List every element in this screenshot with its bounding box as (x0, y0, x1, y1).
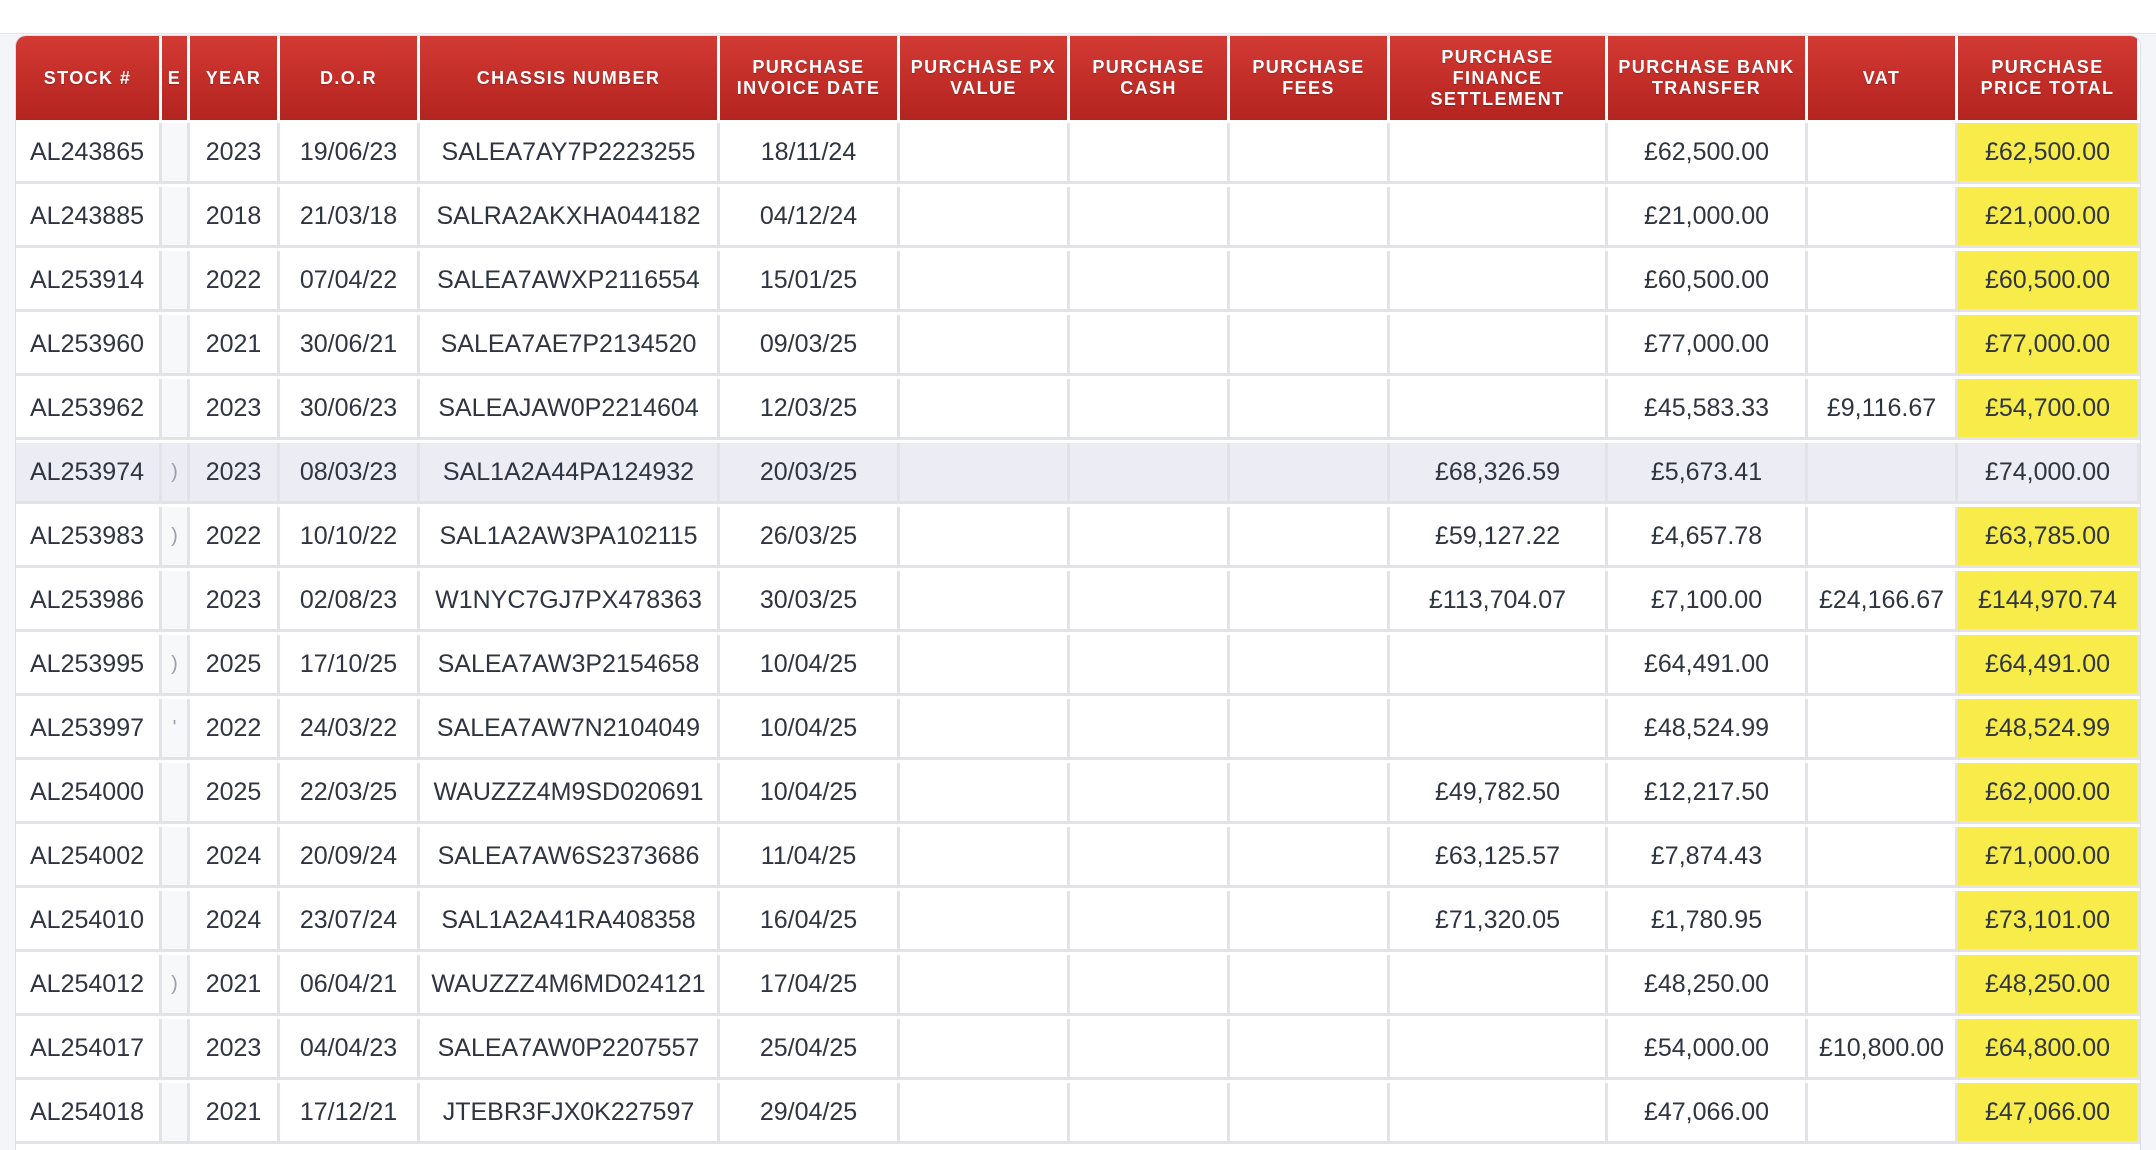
cell-fees[interactable] (1230, 187, 1390, 248)
cell-vat[interactable]: £9,116.67 (1808, 379, 1958, 440)
cell-year[interactable]: 2023 (190, 571, 280, 632)
cell-hidden[interactable] (162, 1019, 190, 1080)
cell-chassis[interactable]: SALRA2AKXHA044182 (420, 187, 720, 248)
cell-hidden[interactable] (162, 251, 190, 312)
cell-finance[interactable]: £71,320.05 (1390, 891, 1608, 952)
cell-year[interactable]: 2025 (190, 763, 280, 824)
cell-chassis[interactable]: WAUZZZ4M9SD020691 (420, 763, 720, 824)
cell-finance[interactable]: £113,704.07 (1390, 571, 1608, 632)
cell-total[interactable]: £48,524.99 (1958, 699, 2140, 760)
cell-hidden[interactable] (162, 1083, 190, 1144)
cell-px-value[interactable] (900, 507, 1070, 568)
cell-bank[interactable]: £21,000.00 (1608, 187, 1808, 248)
cell-invoice-date[interactable]: 20/03/25 (720, 443, 900, 504)
purchase-table (16, 36, 2140, 1150)
cell-px-value[interactable] (900, 251, 1070, 312)
cell-chassis[interactable]: SALEA7AWXP2116554 (420, 251, 720, 312)
cell-dor[interactable]: 17/12/21 (280, 1083, 420, 1144)
cell-bank[interactable]: £1,780.95 (1608, 891, 1808, 952)
cell-stock[interactable]: AL253986 (16, 571, 162, 632)
cell-chassis[interactable]: JTEBR3FJX0K227597 (420, 1083, 720, 1144)
cell-hidden[interactable]: ) (162, 507, 190, 568)
cell-finance[interactable] (1390, 251, 1608, 312)
cell-fees[interactable] (1230, 123, 1390, 184)
cell-cash[interactable] (1070, 315, 1230, 376)
cell-cash[interactable] (1070, 507, 1230, 568)
cell-stock[interactable]: AL243865 (16, 123, 162, 184)
cell-vat[interactable] (1808, 763, 1958, 824)
cell-fees[interactable] (1230, 955, 1390, 1016)
cell-px-value[interactable] (900, 891, 1070, 952)
cell-cash[interactable] (1070, 251, 1230, 312)
cell-vat[interactable] (1808, 1083, 1958, 1144)
table-row[interactable] (16, 1019, 2140, 1083)
cell-px-value[interactable] (900, 827, 1070, 888)
cell-year[interactable]: 2018 (190, 187, 280, 248)
cell-hidden[interactable] (162, 379, 190, 440)
table-row[interactable] (16, 827, 2140, 891)
cell-year[interactable]: 2025 (190, 635, 280, 696)
cell-fees[interactable] (1230, 251, 1390, 312)
table-row[interactable] (16, 699, 2140, 763)
cell-total[interactable]: £73,101.00 (1958, 891, 2140, 952)
table-row[interactable] (16, 251, 2140, 315)
cell-vat[interactable] (1808, 699, 1958, 760)
cell-chassis[interactable]: SALEAJAW0P2214604 (420, 379, 720, 440)
cell-vat[interactable]: £24,166.67 (1808, 571, 1958, 632)
table-row[interactable] (16, 1083, 2140, 1147)
column-header-vat[interactable]: VAT (1808, 36, 1958, 120)
cell-fees[interactable] (1230, 635, 1390, 696)
cell-stock[interactable]: AL253960 (16, 315, 162, 376)
cell-year[interactable]: 2024 (190, 891, 280, 952)
column-header-year[interactable]: YEAR (190, 36, 280, 120)
cell-cash[interactable] (1070, 571, 1230, 632)
cell-total[interactable]: £47,066.00 (1958, 1083, 2140, 1144)
cell-fees[interactable] (1230, 315, 1390, 376)
column-header-fees[interactable]: PURCHASE FEES (1230, 36, 1390, 120)
cell-vat[interactable] (1808, 507, 1958, 568)
cell-total[interactable]: £21,000.00 (1958, 187, 2140, 248)
cell-year[interactable]: 2023 (190, 123, 280, 184)
cell-year[interactable]: 2022 (190, 251, 280, 312)
cell-bank[interactable]: £77,000.00 (1608, 315, 1808, 376)
cell-year[interactable]: 2024 (190, 827, 280, 888)
cell-hidden[interactable]: ) (162, 635, 190, 696)
table-row[interactable] (16, 379, 2140, 443)
cell-cash[interactable] (1070, 379, 1230, 440)
cell-bank[interactable]: £64,491.00 (1608, 635, 1808, 696)
cell-year[interactable]: 2023 (190, 443, 280, 504)
cell-total[interactable]: £71,000.00 (1958, 827, 2140, 888)
column-header-cash[interactable]: PURCHASE CASH (1070, 36, 1230, 120)
cell-year[interactable]: 2021 (190, 1083, 280, 1144)
cell-finance[interactable]: £59,127.22 (1390, 507, 1608, 568)
cell-chassis[interactable]: SALEA7AY7P2223255 (420, 123, 720, 184)
cell-fees[interactable] (1230, 699, 1390, 760)
cell-finance[interactable] (1390, 699, 1608, 760)
cell-invoice-date[interactable]: 15/01/25 (720, 251, 900, 312)
cell-total[interactable]: £60,500.00 (1958, 251, 2140, 312)
cell-finance[interactable] (1390, 1083, 1608, 1144)
table-row[interactable] (16, 891, 2140, 955)
cell-cash[interactable] (1070, 123, 1230, 184)
cell-fees[interactable] (1230, 827, 1390, 888)
cell-fees[interactable] (1230, 1083, 1390, 1144)
cell-hidden[interactable]: ) (162, 443, 190, 504)
cell-bank[interactable]: £62,500.00 (1608, 123, 1808, 184)
table-row[interactable] (16, 187, 2140, 251)
cell-total[interactable]: £64,800.00 (1958, 1019, 2140, 1080)
column-header-stock[interactable]: STOCK # (16, 36, 162, 120)
column-header-finance[interactable]: PURCHASE FINANCE SETTLEMENT (1390, 36, 1608, 120)
cell-finance[interactable] (1390, 187, 1608, 248)
cell-fees[interactable] (1230, 507, 1390, 568)
cell-stock[interactable]: AL253983 (16, 507, 162, 568)
cell-total[interactable]: £62,000.00 (1958, 763, 2140, 824)
cell-px-value[interactable] (900, 123, 1070, 184)
cell-stock[interactable]: AL254010 (16, 891, 162, 952)
cell-year[interactable]: 2023 (190, 1019, 280, 1080)
table-row[interactable] (16, 955, 2140, 1019)
cell-hidden[interactable]: ' (162, 699, 190, 760)
cell-total[interactable]: £77,000.00 (1958, 315, 2140, 376)
cell-cash[interactable] (1070, 187, 1230, 248)
cell-finance[interactable] (1390, 955, 1608, 1016)
cell-dor[interactable]: 24/03/22 (280, 699, 420, 760)
cell-hidden[interactable] (162, 315, 190, 376)
table-row[interactable] (16, 443, 2140, 507)
column-header-dor[interactable]: D.O.R (280, 36, 420, 120)
cell-bank[interactable]: £45,583.33 (1608, 379, 1808, 440)
cell-chassis[interactable]: SAL1A2A44PA124932 (420, 443, 720, 504)
cell-invoice-date[interactable]: 30/03/25 (720, 571, 900, 632)
cell-vat[interactable] (1808, 251, 1958, 312)
cell-invoice-date[interactable]: 12/03/25 (720, 379, 900, 440)
cell-px-value[interactable] (900, 699, 1070, 760)
cell-cash[interactable] (1070, 443, 1230, 504)
cell-finance[interactable]: £63,125.57 (1390, 827, 1608, 888)
cell-dor[interactable]: 30/06/23 (280, 379, 420, 440)
cell-fees[interactable] (1230, 379, 1390, 440)
cell-px-value[interactable] (900, 763, 1070, 824)
column-header-hidden[interactable]: E (162, 36, 190, 120)
cell-stock[interactable]: AL253974 (16, 443, 162, 504)
cell-dor[interactable]: 30/06/21 (280, 315, 420, 376)
cell-chassis[interactable]: SALEA7AW0P2207557 (420, 1019, 720, 1080)
cell-invoice-date[interactable]: 26/03/25 (720, 507, 900, 568)
cell-total[interactable]: £74,000.00 (1958, 443, 2140, 504)
cell-bank[interactable]: £7,100.00 (1608, 571, 1808, 632)
cell-px-value[interactable] (900, 443, 1070, 504)
cell-px-value[interactable] (900, 571, 1070, 632)
cell-finance[interactable] (1390, 635, 1608, 696)
table-row[interactable] (16, 507, 2140, 571)
cell-vat[interactable] (1808, 187, 1958, 248)
cell-cash[interactable] (1070, 891, 1230, 952)
cell-stock[interactable]: AL254000 (16, 763, 162, 824)
cell-bank[interactable]: £7,874.43 (1608, 827, 1808, 888)
cell-px-value[interactable] (900, 187, 1070, 248)
cell-total[interactable]: £64,491.00 (1958, 635, 2140, 696)
cell-stock[interactable]: AL253997 (16, 699, 162, 760)
cell-bank[interactable]: £5,673.41 (1608, 443, 1808, 504)
cell-vat[interactable] (1808, 827, 1958, 888)
cell-dor[interactable]: 17/10/25 (280, 635, 420, 696)
column-header-invoice-date[interactable]: PURCHASE INVOICE DATE (720, 36, 900, 120)
cell-dor[interactable]: 22/03/25 (280, 763, 420, 824)
cell-chassis[interactable]: W1NYC7GJ7PX478363 (420, 571, 720, 632)
cell-bank[interactable]: £47,066.00 (1608, 1083, 1808, 1144)
cell-stock[interactable]: AL243885 (16, 187, 162, 248)
cell-chassis[interactable]: SAL1A2A41RA408358 (420, 891, 720, 952)
cell-vat[interactable] (1808, 123, 1958, 184)
cell-fees[interactable] (1230, 443, 1390, 504)
cell-px-value[interactable] (900, 315, 1070, 376)
cell-bank[interactable]: £60,500.00 (1608, 251, 1808, 312)
cell-year[interactable]: 2021 (190, 315, 280, 376)
cell-year[interactable]: 2023 (190, 379, 280, 440)
cell-invoice-date[interactable]: 10/04/25 (720, 635, 900, 696)
cell-total[interactable]: £62,500.00 (1958, 123, 2140, 184)
cell-cash[interactable] (1070, 955, 1230, 1016)
cell-invoice-date[interactable]: 29/04/25 (720, 1083, 900, 1144)
table-row[interactable] (16, 571, 2140, 635)
cell-fees[interactable] (1230, 891, 1390, 952)
cell-stock[interactable]: AL253914 (16, 251, 162, 312)
cell-px-value[interactable] (900, 1083, 1070, 1144)
cell-year[interactable]: 2022 (190, 507, 280, 568)
cell-finance[interactable]: £68,326.59 (1390, 443, 1608, 504)
cell-year[interactable]: 2021 (190, 955, 280, 1016)
cell-dor[interactable]: 02/08/23 (280, 571, 420, 632)
cell-invoice-date[interactable]: 16/04/25 (720, 891, 900, 952)
cell-chassis[interactable]: SAL1A2AW3PA102115 (420, 507, 720, 568)
cell-vat[interactable] (1808, 315, 1958, 376)
column-header-chassis[interactable]: CHASSIS NUMBER (420, 36, 720, 120)
cell-invoice-date[interactable]: 11/04/25 (720, 827, 900, 888)
cell-vat[interactable] (1808, 635, 1958, 696)
cell-hidden[interactable]: ) (162, 955, 190, 1016)
table-row[interactable] (16, 763, 2140, 827)
cell-vat[interactable] (1808, 891, 1958, 952)
cell-px-value[interactable] (900, 379, 1070, 440)
cell-finance[interactable]: £49,782.50 (1390, 763, 1608, 824)
cell-px-value[interactable] (900, 955, 1070, 1016)
cell-finance[interactable] (1390, 379, 1608, 440)
cell-chassis[interactable]: SALEA7AE7P2134520 (420, 315, 720, 376)
cell-cash[interactable] (1070, 763, 1230, 824)
cell-vat[interactable] (1808, 443, 1958, 504)
cell-invoice-date[interactable]: 17/04/25 (720, 955, 900, 1016)
cell-px-value[interactable] (900, 1019, 1070, 1080)
cell-hidden[interactable] (162, 827, 190, 888)
cell-invoice-date[interactable]: 18/11/24 (720, 123, 900, 184)
cell-chassis[interactable]: WAUZZZ4M6MD024121 (420, 955, 720, 1016)
cell-finance[interactable] (1390, 1019, 1608, 1080)
cell-finance[interactable] (1390, 123, 1608, 184)
cell-dor[interactable]: 06/04/21 (280, 955, 420, 1016)
column-header-bank[interactable]: PURCHASE BANK TRANSFER (1608, 36, 1808, 120)
cell-bank[interactable]: £48,524.99 (1608, 699, 1808, 760)
cell-bank[interactable]: £4,657.78 (1608, 507, 1808, 568)
cell-fees[interactable] (1230, 1019, 1390, 1080)
cell-total[interactable]: £63,785.00 (1958, 507, 2140, 568)
column-header-total[interactable]: PURCHASE PRICE TOTAL (1958, 36, 2140, 120)
cell-dor[interactable]: 23/07/24 (280, 891, 420, 952)
cell-px-value[interactable] (900, 635, 1070, 696)
table-row[interactable] (16, 123, 2140, 187)
top-bar (0, 0, 2156, 34)
cell-cash[interactable] (1070, 1083, 1230, 1144)
cell-dor[interactable]: 07/04/22 (280, 251, 420, 312)
cell-hidden[interactable] (162, 763, 190, 824)
cell-dor[interactable]: 21/03/18 (280, 187, 420, 248)
cell-cash[interactable] (1070, 827, 1230, 888)
cell-dor[interactable]: 10/10/22 (280, 507, 420, 568)
cell-dor[interactable]: 20/09/24 (280, 827, 420, 888)
cell-hidden[interactable] (162, 123, 190, 184)
cell-vat[interactable] (1808, 955, 1958, 1016)
cell-invoice-date[interactable]: 25/04/25 (720, 1019, 900, 1080)
cell-bank[interactable]: £12,217.50 (1608, 763, 1808, 824)
cell-cash[interactable] (1070, 699, 1230, 760)
cell-finance[interactable] (1390, 315, 1608, 376)
cell-stock[interactable]: AL254002 (16, 827, 162, 888)
cell-bank[interactable]: £48,250.00 (1608, 955, 1808, 1016)
cell-fees[interactable] (1230, 571, 1390, 632)
cell-invoice-date[interactable]: 10/04/25 (720, 699, 900, 760)
cell-stock[interactable]: AL254018 (16, 1083, 162, 1144)
cell-invoice-date[interactable]: 09/03/25 (720, 315, 900, 376)
cell-hidden[interactable] (162, 187, 190, 248)
cell-bank[interactable]: £54,000.00 (1608, 1019, 1808, 1080)
column-header-px-value[interactable]: PURCHASE PX VALUE (900, 36, 1070, 120)
cell-cash[interactable] (1070, 1019, 1230, 1080)
cell-dor[interactable]: 08/03/23 (280, 443, 420, 504)
cell-invoice-date[interactable]: 10/04/25 (720, 763, 900, 824)
cell-year[interactable]: 2022 (190, 699, 280, 760)
cell-chassis[interactable]: SALEA7AW6S2373686 (420, 827, 720, 888)
cell-hidden[interactable] (162, 891, 190, 952)
cell-fees[interactable] (1230, 763, 1390, 824)
cell-dor[interactable]: 19/06/23 (280, 123, 420, 184)
cell-hidden[interactable] (162, 571, 190, 632)
cell-invoice-date[interactable]: 04/12/24 (720, 187, 900, 248)
cell-vat[interactable]: £10,800.00 (1808, 1019, 1958, 1080)
cell-total[interactable]: £144,970.74 (1958, 571, 2140, 632)
cell-stock[interactable]: AL254017 (16, 1019, 162, 1080)
cell-total[interactable]: £48,250.00 (1958, 955, 2140, 1016)
cell-cash[interactable] (1070, 635, 1230, 696)
cell-stock[interactable]: AL253995 (16, 635, 162, 696)
cell-chassis[interactable]: SALEA7AW7N2104049 (420, 699, 720, 760)
cell-stock[interactable]: AL254012 (16, 955, 162, 1016)
cell-chassis[interactable]: SALEA7AW3P2154658 (420, 635, 720, 696)
table-header (16, 36, 2140, 120)
table-row[interactable] (16, 315, 2140, 379)
cell-total[interactable]: £54,700.00 (1958, 379, 2140, 440)
cell-dor[interactable]: 04/04/23 (280, 1019, 420, 1080)
table-row[interactable] (16, 635, 2140, 699)
cell-stock[interactable]: AL253962 (16, 379, 162, 440)
